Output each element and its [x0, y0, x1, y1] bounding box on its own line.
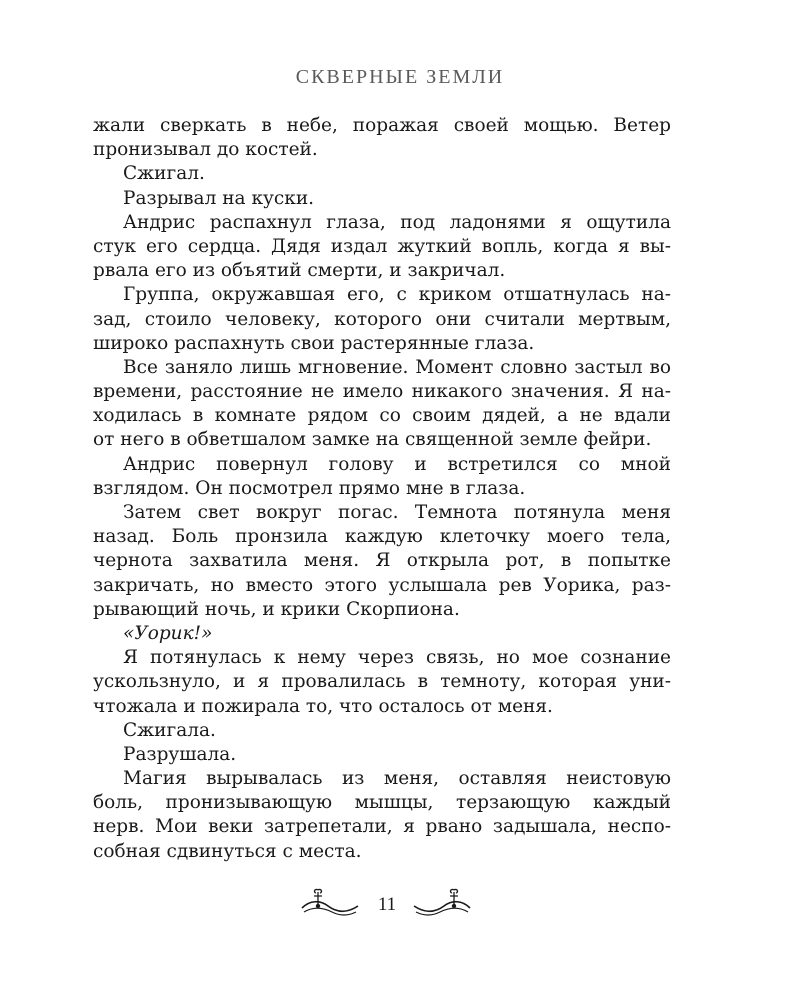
text-line: ускользнуло, и я провалилась в темноту, которая уни-: [93, 671, 671, 693]
text-line: Сжигал.: [123, 163, 205, 185]
running-head: СКВЕРНЫЕ ЗЕМЛИ: [295, 66, 505, 88]
text-line: собная сдвинуться с места.: [93, 840, 362, 862]
page-number: 11: [377, 894, 397, 915]
text-line: Разрушала.: [123, 743, 237, 765]
text-line: чтожала и пожирала то, что осталось от меня.: [93, 695, 553, 717]
text-line: Магия вырывалась из меня, оставляя неистовую: [123, 768, 671, 790]
text-line: рывающий ночь, и крики Скорпиона.: [93, 598, 460, 620]
text-line: широко распахнуть свои растерянные глаза.: [93, 332, 535, 354]
text-line: Все заняло лишь мгновение. Момент словно застыл во: [123, 356, 671, 378]
text-line: чернота захватила меня. Я открыла рот, в попытке: [93, 550, 671, 572]
text-line: Я потянулась к нему через связь, но мое сознание: [123, 647, 671, 669]
text-line: пронизывал до костей.: [93, 139, 318, 161]
right-ornament-icon: [410, 886, 472, 920]
text-line: ходилась в комнате рядом со своим дядей, а не вдали: [93, 405, 671, 427]
text-line: от него в обветшалом замке на священной земле фейри.: [93, 429, 652, 451]
text-line: боль, пронизывающую мышцы, терзающую каждый: [93, 792, 671, 814]
text-line: Андрис распахнул глаза, под ладонями я ощутила: [123, 211, 671, 233]
text-line: жали сверкать в небе, поражая своей мощью. Ветер: [93, 115, 671, 136]
text-line: Разрывал на куски.: [123, 187, 315, 209]
text-line: стук его сердца. Дядя издал жуткий вопль, когда я вы-: [93, 235, 671, 257]
text-line: нерв. Мои веки затрепетали, я рвано задышала, неспо-: [93, 816, 671, 838]
text-line: времени, расстояние не имело никакого значения. Я на-: [93, 381, 671, 403]
text-line: взглядом. Он посмотрел прямо мне в глаза.: [93, 477, 526, 499]
text-line: зад, стоило человеку, которого они считали мертвым,: [93, 308, 671, 330]
text-line: назад. Боль пронзила каждую клеточку моего тела,: [93, 526, 671, 548]
text-line: закричать, но вместо этого услышала рев Уорика, раз-: [93, 574, 671, 596]
body-text: [93, 114, 671, 864]
page-footer: [0, 880, 800, 930]
left-ornament-icon: [300, 886, 362, 920]
text-line: Затем свет вокруг погас. Темнота потянула меня: [123, 502, 671, 523]
text-line: Андрис повернул голову и встретился со мной: [123, 453, 671, 475]
text-line: рвала его из объятий смерти, и закричал.: [93, 260, 506, 282]
text-line: «Уорик!»: [123, 622, 213, 644]
text-line: Группа, окружавшая его, с криком отшатнулась на-: [123, 284, 671, 306]
text-line: Сжигала.: [123, 719, 216, 741]
